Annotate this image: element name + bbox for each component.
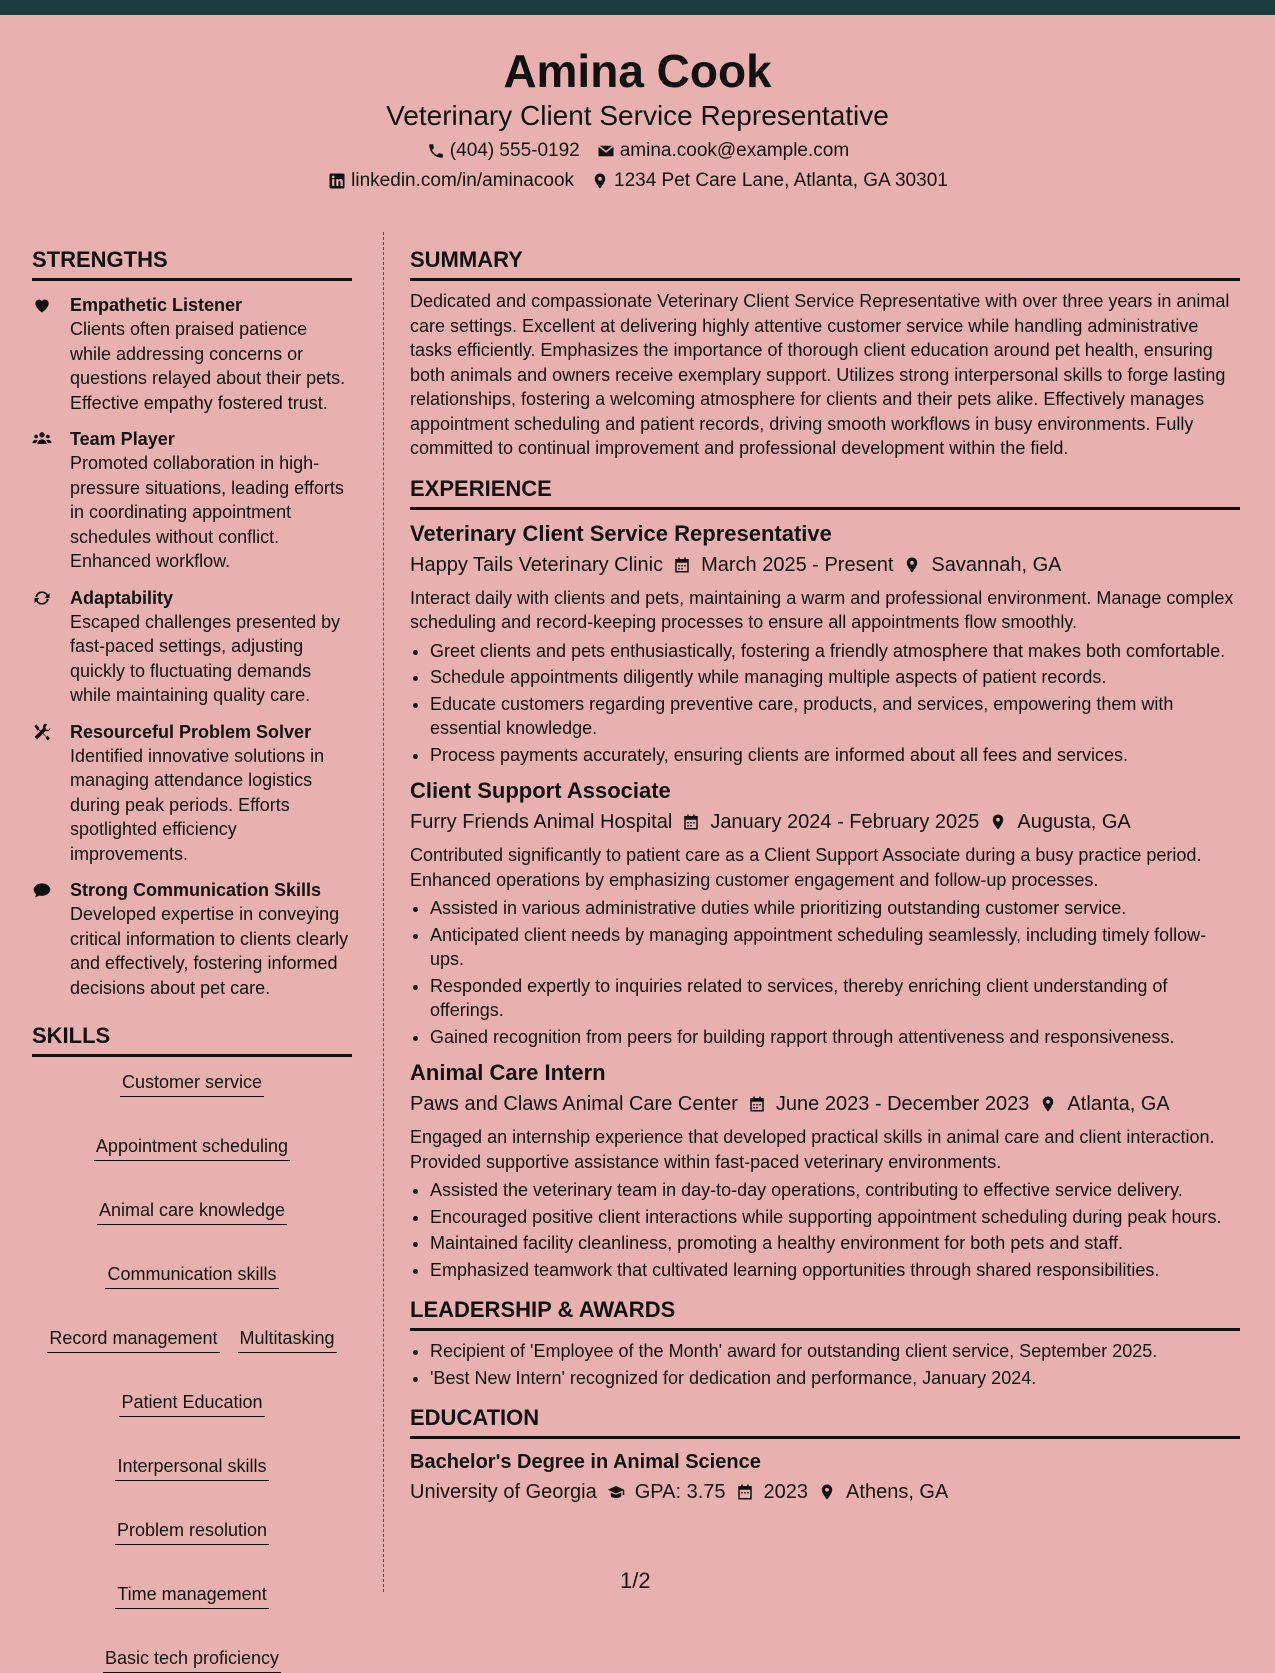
education-year: 2023 xyxy=(763,1481,809,1503)
job-location: Savannah, GA xyxy=(931,553,1062,576)
linkedin-contact[interactable] xyxy=(327,169,574,193)
leadership-list xyxy=(410,1339,1240,1390)
job-description: Contributed significantly to patient care as a Client Support Associate during a busy practice period. Enhanced operations by emphasizing customer engagement and follow-up processes. xyxy=(410,845,1202,890)
graduation-cap-icon xyxy=(607,1483,625,1501)
job-location: Augusta, GA xyxy=(1017,811,1131,833)
job-dates: March 2025 - Present xyxy=(701,553,894,576)
award-item: • Recipient of 'Employee of the Month' award for outstanding client service, September 2025. xyxy=(430,1339,1240,1364)
job-bullet: • Assisted in various administrative duties while prioritizing outstanding customer service. xyxy=(430,896,1240,921)
strength-title: Adaptability xyxy=(70,587,174,608)
sync-icon xyxy=(32,586,62,708)
map-pin-icon xyxy=(903,556,921,574)
calendar-icon xyxy=(736,1483,754,1501)
address-contact xyxy=(590,169,948,193)
job-company: Paws and Claws Animal Care Center xyxy=(410,1093,738,1115)
skill-tag: Patient Education xyxy=(119,1391,264,1417)
envelope-icon xyxy=(596,141,616,161)
skill-tag: Time management xyxy=(115,1583,268,1609)
linkedin-icon xyxy=(327,171,347,191)
skill-tag: Basic tech proficiency xyxy=(103,1647,281,1673)
contact-row-2 xyxy=(0,169,1275,193)
left-column xyxy=(32,232,352,1673)
contact-row-1 xyxy=(0,139,1275,163)
job-meta xyxy=(410,552,1240,578)
leadership-heading: LEADERSHIP & AWARDS xyxy=(410,1296,1240,1331)
job-bullet: • Gained recognition from peers for building rapport through attentiveness and responsiveness. xyxy=(430,1025,1240,1050)
strength-desc: Clients often praised patience while addressing concerns or questions relayed about their pets. Effective empathy fostered trust. xyxy=(70,319,346,413)
strength-desc: Developed expertise in conveying critical information to clients clearly and effectively, fostering informed decisions about pet care. xyxy=(70,904,349,998)
strength-title: Resourceful Problem Solver xyxy=(70,721,312,742)
phone-text: (404) 555-0192 xyxy=(449,140,580,161)
job-meta xyxy=(410,809,1240,835)
linkedin-text[interactable]: linkedin.com/in/aminacook xyxy=(351,170,575,191)
email-text[interactable]: amina.cook@example.com xyxy=(619,140,850,161)
job-company: Happy Tails Veterinary Clinic xyxy=(410,553,664,576)
education-school: University of Georgia xyxy=(410,1481,597,1503)
top-bar xyxy=(0,0,1275,15)
award-item: • 'Best New Intern' recognized for dedication and performance, January 2024. xyxy=(430,1366,1240,1391)
job-title: Veterinary Client Service Representative xyxy=(410,520,832,546)
job-bullet: • Process payments accurately, ensuring clients are informed about all fees and services. xyxy=(430,743,1240,768)
job-bullet: • Maintained facility cleanliness, promoting a healthy environment for both pets and staff. xyxy=(430,1231,1240,1256)
strength-title: Empathetic Listener xyxy=(70,295,243,315)
column-divider xyxy=(383,232,384,1592)
job-bullet: • Encouraged positive client interactions while supporting appointment scheduling during peak hours. xyxy=(430,1205,1240,1230)
strength-desc: Promoted collaboration in high-pressure situations, leading efforts in coordinating appointment schedules without conflict. Enhanced workflow. xyxy=(70,453,344,571)
job-company: Furry Friends Animal Hospital xyxy=(410,811,673,833)
email-contact[interactable] xyxy=(596,139,849,163)
job-bullet: • Responded expertly to inquiries related to services, thereby enriching client understanding of offerings. xyxy=(430,974,1240,1023)
tools-icon xyxy=(32,720,62,867)
summary-text: Dedicated and compassionate Veterinary Client Service Representative with over three years in animal care settings. Excellent at delivering highly attentive customer service while handling administrative tasks efficiently. Emphasizes the importance of thorough client education around pet health, ensuring both animals and owners receive exemplary support. Utilizes strong interpersonal skills to forge lasting relationships, fostering a welcoming atmosphere for clients and their pets alike. Effectively manages appointment scheduling and patient records, driving smooth workflows in busy environments. Fully committed to continual improvement and professional development within the field. xyxy=(410,291,1230,458)
skill-tag: Customer service xyxy=(120,1071,264,1097)
calendar-icon xyxy=(673,556,691,574)
phone-contact xyxy=(426,139,580,163)
strength-item xyxy=(32,878,352,1000)
resume-header xyxy=(0,15,1275,191)
job-entry xyxy=(410,1059,1240,1282)
job-dates: January 2024 - February 2025 xyxy=(710,811,980,833)
job-title: Client Support Associate xyxy=(410,778,671,803)
map-pin-icon xyxy=(818,1483,836,1501)
skill-tag: Problem resolution xyxy=(115,1519,269,1545)
job-description: Interact daily with clients and pets, maintaining a warm and professional environment. Manage complex scheduling and record-keeping processes to ensure all appointments flow smoothly. xyxy=(410,587,1234,632)
calendar-icon xyxy=(748,1095,766,1113)
strength-title: Team Player xyxy=(70,429,175,449)
job-title: Animal Care Intern xyxy=(410,1060,606,1085)
comment-icon xyxy=(32,878,62,1000)
job-bullets xyxy=(410,896,1240,1049)
resume-body xyxy=(0,232,1275,1668)
strength-item xyxy=(32,427,352,574)
skills-heading: SKILLS xyxy=(32,1022,352,1057)
skill-tag: Appointment scheduling xyxy=(94,1135,290,1161)
map-pin-icon xyxy=(1039,1095,1057,1113)
job-bullet: • Greet clients and pets enthusiastically, fostering a friendly atmosphere that makes both comfortable. xyxy=(430,639,1240,664)
calendar-icon xyxy=(682,813,700,831)
address-text: 1234 Pet Care Lane, Atlanta, GA 30301 xyxy=(614,170,948,191)
heart-icon xyxy=(32,293,62,415)
strength-title: Strong Communication Skills xyxy=(70,880,322,900)
users-icon xyxy=(32,427,62,574)
candidate-name: Amina Cook xyxy=(503,45,772,97)
education-gpa: GPA: 3.75 xyxy=(634,1481,726,1503)
education-location: Athens, GA xyxy=(846,1481,949,1503)
job-bullet: • Emphasized teamwork that cultivated learning opportunities through shared responsibilities. xyxy=(430,1258,1240,1283)
job-entry xyxy=(410,520,1240,768)
job-bullet: • Educate customers regarding preventive care, products, and services, empowering them with essential knowledge. xyxy=(430,692,1240,741)
job-entry xyxy=(410,777,1240,1049)
right-column xyxy=(410,232,1240,1505)
strength-item xyxy=(32,586,352,708)
skill-tag: Interpersonal skills xyxy=(115,1455,268,1481)
skill-tag: Animal care knowledge xyxy=(97,1199,287,1225)
experience-heading: EXPERIENCE xyxy=(410,475,1240,510)
job-dates: June 2023 - December 2023 xyxy=(775,1093,1030,1115)
skills-list xyxy=(32,1071,352,1673)
job-bullet: • Anticipated client needs by managing appointment scheduling seamlessly, including timely follow-ups. xyxy=(430,923,1240,972)
strengths-heading: STRENGTHS xyxy=(32,246,352,281)
skill-tag: Record management xyxy=(47,1327,219,1353)
strength-desc: Escaped challenges presented by fast-paced settings, adjusting quickly to fluctuating demands while maintaining quality care. xyxy=(70,611,341,705)
page-number: 1/2 xyxy=(620,1568,651,1593)
summary-heading: SUMMARY xyxy=(410,246,1240,281)
job-description: Engaged an internship experience that developed practical skills in animal care and client interaction. Provided supportive assistance within fast-paced veterinary environments. xyxy=(410,1127,1215,1172)
strength-item xyxy=(32,293,352,415)
strength-desc: Identified innovative solutions in managing attendance logistics during peak periods. Efforts spotlighted efficiency improvements. xyxy=(70,745,325,864)
candidate-title: Veterinary Client Service Representative xyxy=(386,100,889,131)
skill-tag: Communication skills xyxy=(105,1263,278,1289)
education-meta xyxy=(410,1479,1240,1505)
job-location: Atlanta, GA xyxy=(1067,1093,1170,1115)
job-meta xyxy=(410,1091,1240,1117)
education-heading: EDUCATION xyxy=(410,1404,1240,1439)
skill-tag: Multitasking xyxy=(238,1327,337,1353)
job-bullet: • Schedule appointments diligently while managing multiple aspects of patient records. xyxy=(430,665,1240,690)
phone-icon xyxy=(426,141,446,161)
job-bullets xyxy=(410,1178,1240,1282)
job-bullets xyxy=(410,639,1240,768)
job-bullet: • Assisted the veterinary team in day-to-day operations, contributing to effective service delivery. xyxy=(430,1178,1240,1203)
map-pin-icon xyxy=(590,171,610,191)
strength-item xyxy=(32,720,352,867)
education-degree: Bachelor's Degree in Animal Science xyxy=(410,1451,761,1473)
map-pin-icon xyxy=(989,813,1007,831)
